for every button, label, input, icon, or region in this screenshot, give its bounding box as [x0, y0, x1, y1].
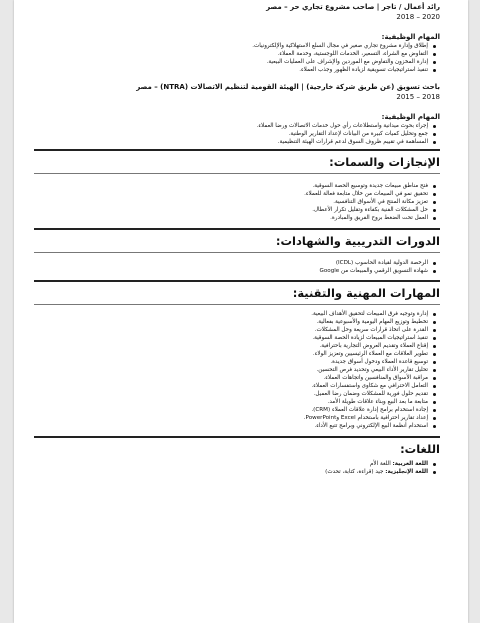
section-divider — [34, 149, 440, 151]
section-divider — [34, 280, 440, 282]
language-level: اللغة الأم — [369, 461, 393, 467]
language-item — [34, 468, 428, 476]
list-item: توسيع قاعدة العملاء ودخول أسواق جديدة. — [34, 358, 428, 366]
languages-list — [34, 460, 440, 476]
job-2-years: 2018 – 2015 — [396, 93, 440, 101]
list-item: تخطيط وتوزيع المهام اليومية والأسبوعية بفعالية. — [34, 318, 428, 326]
list-item: إدارة وتوجيه فرق المبيعات لتحقيق الأهداف البيعية. — [34, 310, 428, 318]
list-item: إدارة المخزون والتفاوض مع الموردين والإشراف على العمليات البيعية. — [34, 58, 428, 66]
list-item: إقناع العملاء وتقديم العروض التجارية باحترافية. — [34, 342, 428, 350]
section-divider — [34, 228, 440, 230]
resume-content — [34, 2, 440, 476]
list-item: التفاوض مع الشراء، التسعير، الخدمات اللوجستية، وخدمة العملاء. — [34, 50, 428, 58]
list-item: تحقيق نمو في المبيعات من خلال متابعة فعالة للعملاء. — [34, 190, 428, 198]
list-item: مراقبة الأسواق والمنافسين واتجاهات العملاء. — [34, 374, 428, 382]
language-level: جيد (قراءة، كتابة، تحدث) — [325, 469, 386, 475]
list-item: القدرة على اتخاذ قرارات سريعة وحل المشكلات. — [34, 326, 428, 334]
job-2-tasks-title: المهام الوظيفية: — [381, 113, 440, 121]
list-item: تطوير العلاقات مع العملاء الرئيسيين وتعزيز الولاء. — [34, 350, 428, 358]
list-item: تنفيذ استراتيجيات تسويقية لزيادة الظهور وجذب العملاء. — [34, 66, 428, 74]
list-item: التعامل الاحترافي مع شكاوى واستفسارات العملاء. — [34, 382, 428, 390]
list-item: تقديم حلول فورية للمشكلات وضمان رضا العميل. — [34, 390, 428, 398]
job-1 — [34, 2, 440, 74]
language-label: اللغة الإنجليزية: — [385, 469, 428, 475]
achievements-heading: الإنجازات والسمات: — [329, 155, 440, 169]
heading-underline — [34, 304, 440, 305]
list-item: إجادة استخدام برامج إدارة علاقات العملاء (CRM). — [34, 406, 428, 414]
list-item: المساهمة في تقييم ظروف السوق لدعم قرارات الهيئة التنظيمية. — [34, 138, 428, 146]
list-item: تحليل تقارير الأداء البيعي وتحديد فرص التحسين. — [34, 366, 428, 374]
list-item: متابعة ما بعد البيع وبناء علاقات طويلة الأمد. — [34, 398, 428, 406]
skills-list — [34, 310, 440, 430]
courses-heading: الدورات التدريبية والشهادات: — [275, 234, 440, 248]
achievements-list — [34, 182, 440, 222]
list-item: إطلاق وإدارة مشروع تجاري صغير في مجال السلع الاستهلاكية والإلكترونيات. — [34, 42, 428, 50]
list-item: إجراء بحوث ميدانية واستطلاعات رأي حول خدمات الاتصالات ورضا العملاء. — [34, 122, 428, 130]
job-1-years: 2020 – 2018 — [396, 13, 440, 21]
list-item: شهادة التسويق الرقمي والمبيعات من Google — [34, 267, 428, 275]
section-divider — [34, 436, 440, 438]
heading-underline — [34, 173, 440, 174]
courses-list — [34, 259, 440, 275]
list-item: فتح مناطق مبيعات جديدة وتوسيع الحصة السوقية. — [34, 182, 428, 190]
languages-heading: اللغات: — [400, 442, 440, 456]
heading-underline — [34, 252, 440, 253]
job-2 — [34, 82, 440, 146]
language-item — [34, 460, 428, 468]
list-item: حل المشكلات الفنية بكفاءة وتقليل تكرار الأعطال. — [34, 206, 428, 214]
job-1-tasks-title: المهام الوظيفية: — [381, 33, 440, 41]
job-2-title: باحث تسويق (عن طريق شركة خارجية) | الهيئة القومية لتنظيم الاتصالات (NTRA) – مصر — [136, 83, 440, 91]
list-item: جمع وتحليل كميات كبيرة من البيانات لإعداد التقارير الوطنية. — [34, 130, 428, 138]
resume-page — [14, 0, 468, 623]
job-2-tasks — [34, 122, 440, 146]
list-item: إعداد تقارير احترافية باستخدام Excel وPowerPoint. — [34, 414, 428, 422]
list-item: الرخصة الدولية لقيادة الحاسوب (ICDL) — [34, 259, 428, 267]
job-1-tasks — [34, 42, 440, 74]
language-label: اللغة العربية: — [392, 461, 428, 467]
list-item: تنفيذ استراتيجيات المبيعات لزيادة الحصة السوقية. — [34, 334, 428, 342]
list-item: تعزيز مكانة المنتج في الأسواق التنافسية. — [34, 198, 428, 206]
job-1-title: رائد أعمال / تاجر | صاحب مشروع تجاري حر – مصر — [266, 3, 440, 11]
list-item: استخدام أنظمة البيع الإلكتروني وبرامج تتبع الأداء. — [34, 422, 428, 430]
list-item: العمل تحت الضغط بروح الفريق والمبادرة. — [34, 214, 428, 222]
skills-heading: المهارات المهنية والتقنية: — [292, 286, 440, 300]
